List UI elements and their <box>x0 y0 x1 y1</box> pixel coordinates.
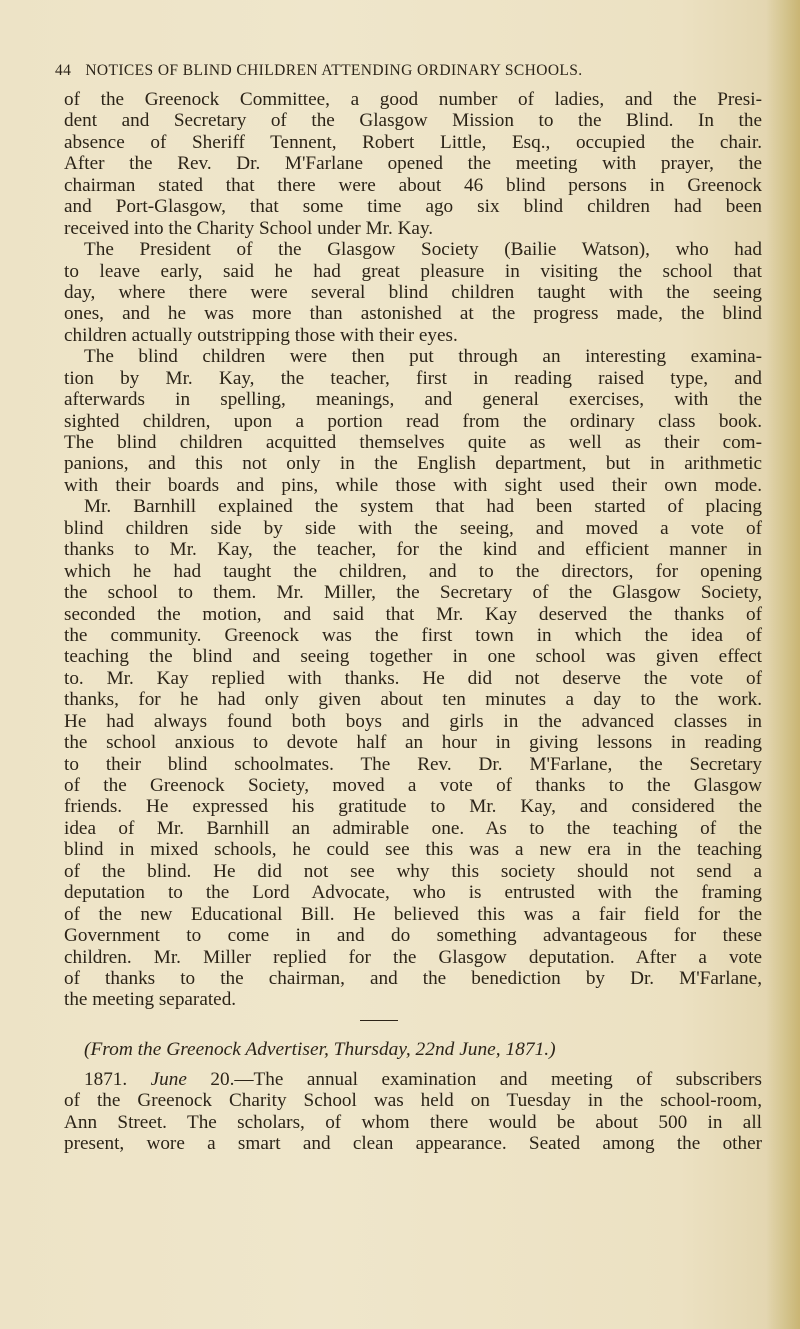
text-line: received into the Charity School under Mr. Kay. <box>64 217 434 239</box>
text-line: the school to them. Mr. Miller, the Secretary of the Glasgow Society, <box>64 582 762 604</box>
entry-year: 1871. <box>84 1068 128 1090</box>
text-line: After the Rev. Dr. M'Farlane opened the meeting with prayer, the <box>64 153 762 175</box>
text-line: dent and Secretary of the Glasgow Mission to the Blind. In the <box>64 110 762 132</box>
text-line: of the Greenock Society, moved a vote of thanks to the Glasgow <box>64 775 762 796</box>
text-line: of the Greenock Charity School was held on Tuesday in the school-room, <box>64 1090 762 1112</box>
text-line: thanks, for he had only given about ten minutes a day to the work. <box>64 689 762 711</box>
text-line: thanks to Mr. Kay, the teacher, for the kind and efficient manner in <box>64 539 762 561</box>
text-line: friends. He expressed his gratitude to Mr. Kay, and considered the <box>64 796 762 818</box>
text-line: of thanks to the chairman, and the benediction by Dr. M'Farlane, <box>64 967 762 989</box>
text-line: ones, and he was more than astonished at the progress made, the blind <box>64 303 762 325</box>
text-line <box>64 1069 762 1090</box>
text-line: The President of the Glasgow Society (Bailie Watson), who had <box>84 239 762 261</box>
text-line: He had always found both boys and girls in the advanced classes in <box>64 710 762 732</box>
text-line: deputation to the Lord Advocate, who is entrusted with the framing <box>64 882 762 904</box>
text-line: teaching the blind and seeing together in one school was given effect <box>64 646 762 668</box>
text-line: afterwards in spelling, meanings, and general exercises, with the <box>64 389 762 411</box>
running-header <box>55 62 583 80</box>
text-line: The blind children were then put through an interesting examina- <box>84 346 762 368</box>
text-line: the school anxious to devote half an hour in giving lessons in reading <box>64 732 762 754</box>
text-line: and Port-Glasgow, that some time ago six blind children had been <box>64 196 762 218</box>
text-line: present, wore a smart and clean appearance. Seated among the other <box>64 1133 762 1155</box>
text-line: Mr. Barnhill explained the system that had been started of placing <box>84 496 762 518</box>
text-line: of the Greenock Committee, a good number of ladies, and the Presi- <box>64 89 762 110</box>
text-line: The blind children acquitted themselves quite as well as their com- <box>64 432 762 453</box>
page-number: 44 <box>55 62 72 79</box>
text-line: chairman stated that there were about 46 blind persons in Greenock <box>64 174 762 196</box>
entry-date: June <box>150 1068 187 1090</box>
text-line: absence of Sheriff Tennent, Robert Little, Esq., occupied the chair. <box>64 131 762 153</box>
text-line: of the new Educational Bill. He believed this was a fair field for the <box>64 903 762 925</box>
page-edge-shadow <box>766 0 800 1329</box>
text-line: Government to come in and do something advantageous for these <box>64 925 762 947</box>
text-line: which he had taught the children, and to the directors, for opening <box>64 560 762 582</box>
text-line: blind children side by side with the seeing, and moved a vote of <box>64 517 762 539</box>
text-line: Ann Street. The scholars, of whom there would be about 500 in all <box>64 1111 762 1133</box>
divider-rule <box>360 1020 398 1021</box>
source-citation: (From the Greenock Advertiser, Thursday, 22nd June, 1871.) <box>84 1038 556 1060</box>
body-text <box>64 89 762 1155</box>
section-divider <box>64 1011 762 1035</box>
text-line: panions, and this not only in the English department, but in arithmetic <box>64 453 762 475</box>
text-line: blind in mixed schools, he could see this was a new era in the teaching <box>64 839 762 861</box>
text-line: sighted children, upon a portion read from the ordinary class book. <box>64 410 762 432</box>
text-line: the community. Greenock was the first town in which the idea of <box>64 624 762 646</box>
text-line: seconded the motion, and said that Mr. Kay deserved the thanks of <box>64 603 762 625</box>
text-line: idea of Mr. Barnhill an admirable one. As to the teaching of the <box>64 817 762 839</box>
entry-text: 20.—The annual examination and meeting of subscribers <box>210 1068 763 1090</box>
text-line: with their boards and pins, while those with sight used their own mode. <box>64 474 762 496</box>
text-line: to. Mr. Kay replied with thanks. He did not deserve the vote of <box>64 667 762 689</box>
text-line: day, where there were several blind children taught with the seeing <box>64 281 762 303</box>
running-title: NOTICES OF BLIND CHILDREN ATTENDING ORDINARY SCHOOLS. <box>85 62 583 79</box>
text-line: children. Mr. Miller replied for the Glasgow deputation. After a vote <box>64 946 762 968</box>
text-line: the meeting separated. <box>64 989 237 1011</box>
text-line: of the blind. He did not see why this society should not send a <box>64 860 762 882</box>
text-line: to leave early, said he had great pleasure in visiting the school that <box>64 260 762 282</box>
text-line: children actually outstripping those with their eyes. <box>64 324 458 346</box>
paragraph-annual-examination <box>64 1069 762 1155</box>
text-line: tion by Mr. Kay, the teacher, first in reading raised type, and <box>64 367 762 389</box>
text-line: to their blind schoolmates. The Rev. Dr. M'Farlane, the Secretary <box>64 753 762 775</box>
paragraph-greenock-committee <box>64 89 762 1011</box>
